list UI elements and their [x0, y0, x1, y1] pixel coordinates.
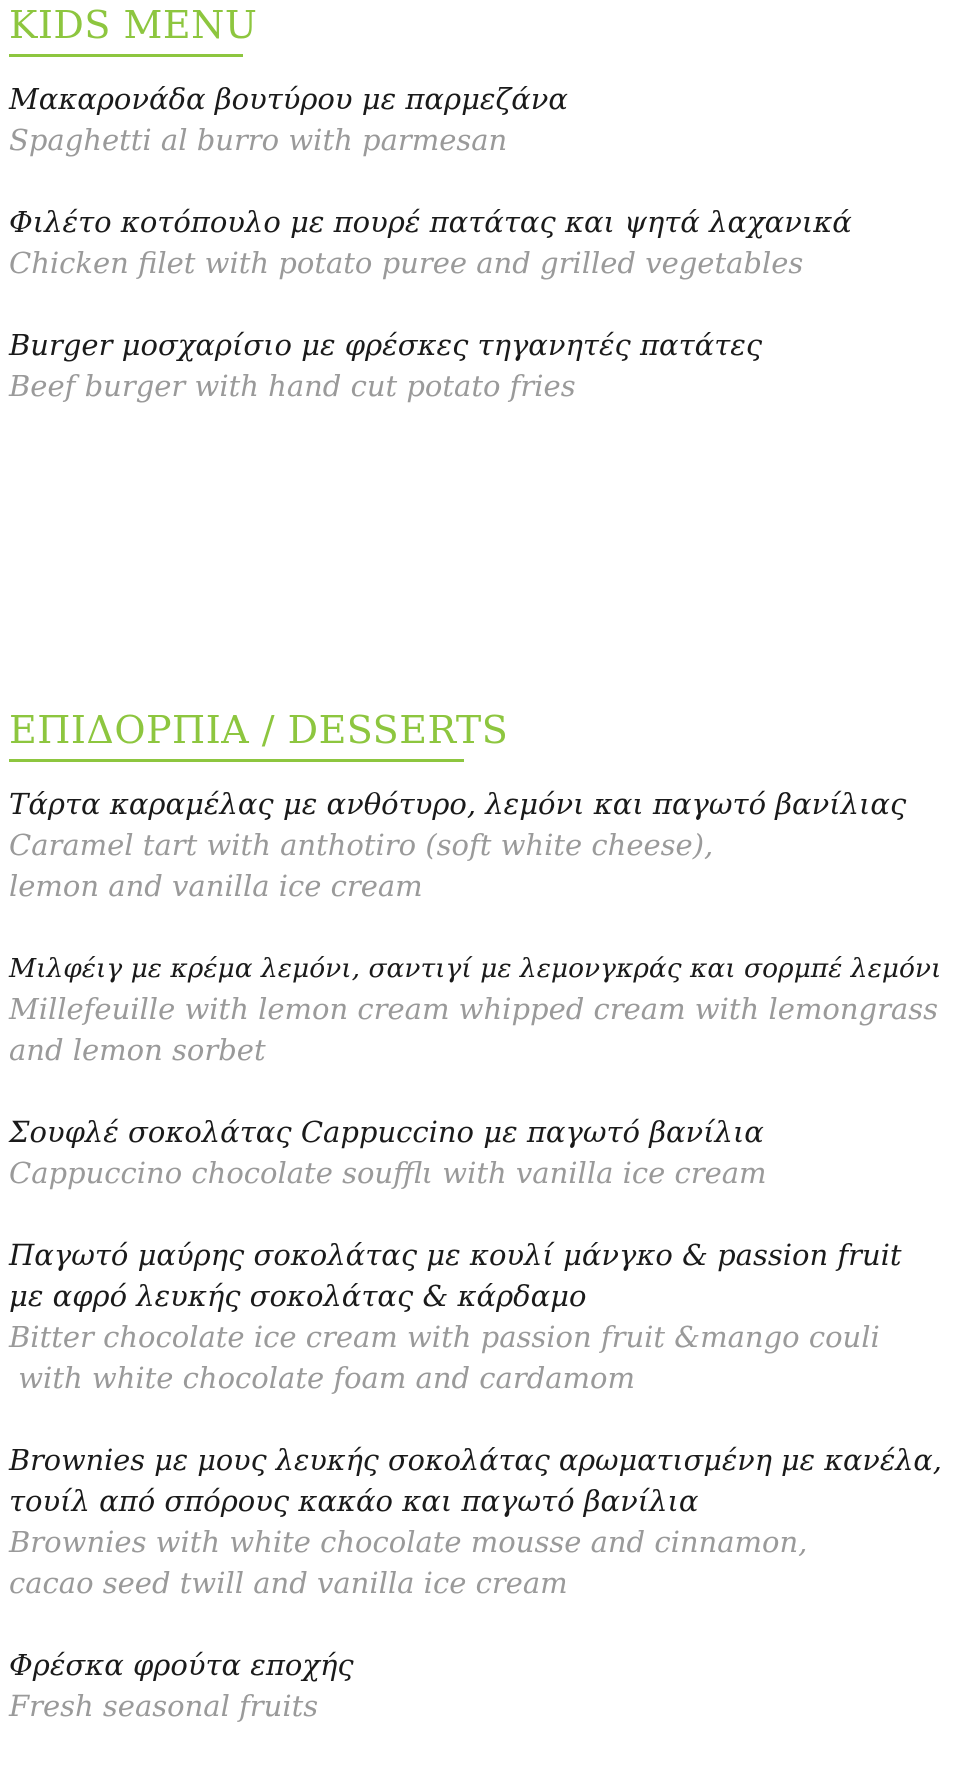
section-heading: KIDS MENU — [9, 3, 258, 47]
dish-name-english: Millefeuille with lemon cream whipped cream with lemongrass — [9, 992, 938, 1026]
menu-item — [9, 79, 949, 161]
dish-name-english: Cappuccino chocolate soufflι with vanilla ice cream — [9, 1156, 767, 1190]
dish-name-greek: Μακαρονάδα βουτύρου με παρμεζάνα — [9, 82, 568, 116]
dish-name-greek: Παγωτό μαύρης σοκολάτας με κουλί μάνγκο & passion fruit — [9, 1238, 902, 1272]
dish-name-english: Brownies with white chocolate mousse and cinnamon, — [9, 1525, 808, 1559]
dish-name-greek: τουίλ από σπόρους κακάο και παγωτό βανίλια — [9, 1484, 699, 1518]
dish-name-english: Chicken filet with potato puree and grilled vegetables — [9, 246, 804, 280]
menu-item-list — [9, 784, 949, 1727]
dish-name-greek: Burger μοσχαρίσιο με φρέσκες τηγανητές πατάτες — [9, 328, 763, 362]
dish-name-english: Beef burger with hand cut potato fries — [9, 369, 576, 403]
dish-name-english: Bitter chocolate ice cream with passion fruit &mango couli — [9, 1320, 880, 1354]
dish-name-greek: Φιλέτο κοτόπουλο με πουρέ πατάτας και ψητά λαχανικά — [9, 205, 852, 239]
desserts-section — [9, 707, 949, 1727]
heading-underline — [9, 759, 464, 762]
dish-name-english: with white chocolate foam and cardamom — [9, 1361, 636, 1395]
dish-name-greek: Φρέσκα φρούτα εποχής — [9, 1648, 354, 1682]
dish-name-greek: Σουφλέ σοκολάτας Cappuccino με παγωτό βανίλια — [9, 1115, 764, 1149]
dish-name-english: lemon and vanilla ice cream — [9, 869, 423, 903]
dish-name-english: Caramel tart with anthotiro (soft white cheese), — [9, 828, 714, 862]
menu-item — [9, 1440, 949, 1604]
dish-name-english: Fresh seasonal fruits — [9, 1689, 319, 1723]
menu-item — [9, 1235, 949, 1399]
heading-underline — [9, 54, 243, 57]
dish-name-english: and lemon sorbet — [9, 1033, 266, 1067]
menu-item — [9, 1645, 949, 1727]
menu-page — [9, 0, 949, 1727]
dish-name-english: Spaghetti al burro with parmesan — [9, 123, 508, 157]
menu-item — [9, 1112, 949, 1194]
dish-name-greek: Μιλφέιγ με κρέμα λεμόνι, σαντιγί με λεμονγκράς και σορμπέ λεμόνι — [9, 953, 942, 984]
menu-item — [9, 202, 949, 284]
dish-name-greek: με αφρό λευκής σοκολάτας & κάρδαμο — [9, 1279, 587, 1313]
dish-name-english: cacao seed twill and vanilla ice cream — [9, 1566, 568, 1600]
menu-item — [9, 784, 949, 907]
kids-menu-section — [9, 2, 949, 407]
dish-name-greek: Τάρτα καραμέλας με ανθότυρο, λεμόνι και παγωτό βανίλιας — [9, 787, 907, 821]
menu-item — [9, 948, 949, 1071]
menu-item — [9, 325, 949, 407]
section-heading: ΕΠΙΔΟΡΠΙΑ / DESSERTS — [9, 708, 509, 752]
dish-name-greek: Brownies με μους λευκής σοκολάτας αρωματισμένη με κανέλα, — [9, 1443, 942, 1477]
menu-item-list — [9, 79, 949, 407]
